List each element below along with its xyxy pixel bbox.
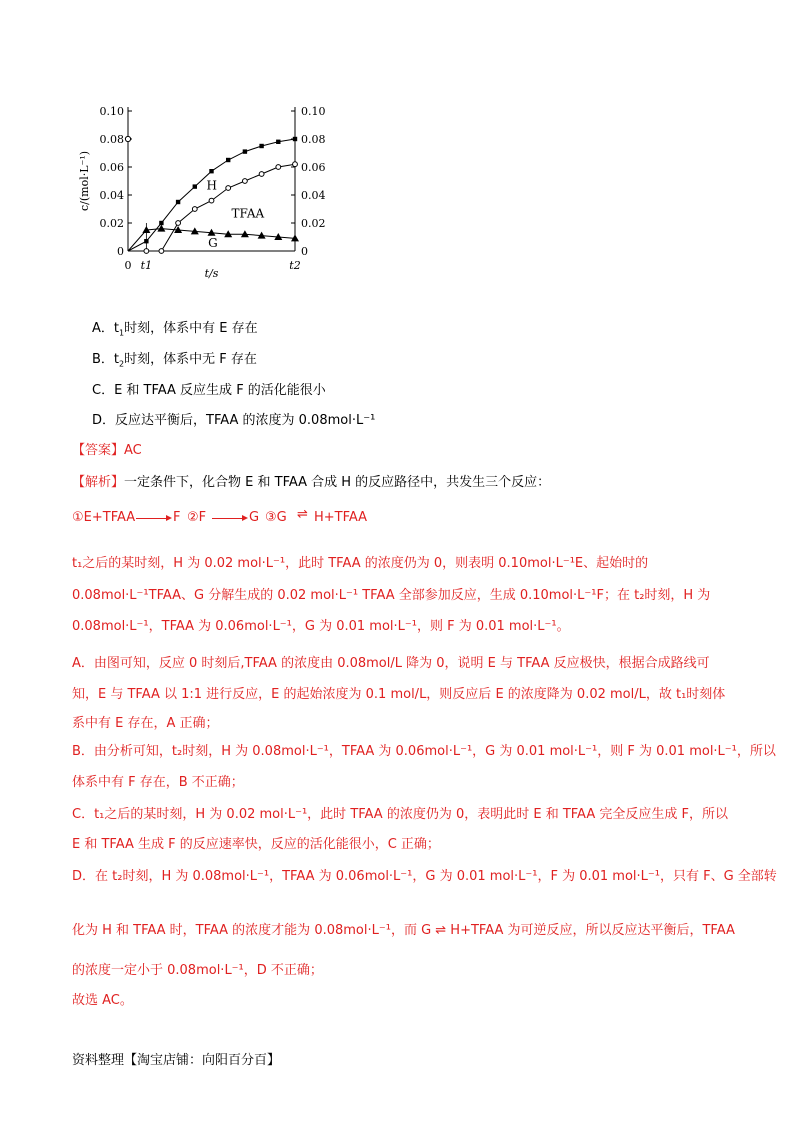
equilibrium-arrow-icon: ⇌ — [297, 507, 308, 522]
series-tfaa-point — [159, 249, 164, 254]
analysis-intro: 【解析】一定条件下，化合物 E 和 TFAA 合成 H 的反应路径中，共发生三个反应： — [72, 475, 551, 490]
analysis-line: 化为 H 和 TFAA 时，TFAA 的浓度才能为 0.08mol·L⁻¹，而 G ⇌ H+TFAA 为可逆反应，所以反应达平衡后，TFAA — [72, 923, 735, 938]
analysis-line: C．t₁之后的某时刻，H 为 0.02 mol·L⁻¹，此时 TFAA 的浓度仍为 0，表明此时 E 和 TFAA 完全反应生成 F，所以 — [72, 807, 728, 822]
reaction-2-arrow — [212, 518, 244, 519]
left-tick-label: 0.10 — [99, 105, 124, 118]
analysis-line: A．由图可知，反应 0 时刻后,TFAA 的浓度由 0.08mol/L 降为 0，说明 E 与 TFAA 反应极快，根据合成路线可 — [72, 656, 710, 671]
analysis-line: E 和 TFAA 生成 F 的反应速率快，反应的活化能很小，C 正确； — [72, 837, 440, 852]
reaction-1-arrow — [136, 518, 168, 519]
left-tick-label: 0 — [117, 245, 124, 258]
left-tick-label: 0.06 — [99, 161, 124, 174]
right-tick-label: 0.06 — [301, 161, 326, 174]
series-h-point — [193, 184, 197, 188]
series-h-point — [226, 158, 230, 162]
reaction-3-product: H+TFAA — [314, 510, 368, 525]
series-label-h: H — [206, 178, 217, 193]
reaction-2: ②F — [187, 510, 207, 525]
footer-text: 资料整理【淘宝店铺：向阳百分百】 — [72, 1053, 281, 1068]
x-tick-label: t1 — [140, 259, 153, 272]
series-e-point — [125, 136, 130, 141]
analysis-line: 知，E 与 TFAA 以 1:1 进行反应，E 的起始浓度为 0.1 mol/L，则反应后 E 的浓度降为 0.02 mol/L，故 t₁时刻体 — [72, 687, 726, 702]
series-tfaa-point — [176, 221, 181, 226]
right-tick-label: 0.04 — [301, 189, 326, 202]
analysis-line: 故选 AC。 — [72, 993, 133, 1008]
right-tick-label: 0.02 — [301, 217, 326, 230]
reaction-1: ①E+TFAA — [72, 510, 136, 525]
left-tick-label: 0.02 — [99, 217, 124, 230]
answer-line: 【答案】AC — [72, 443, 142, 458]
analysis-line: 系中有 E 存在，A 正确； — [72, 716, 219, 731]
right-tick-label: 0.10 — [301, 105, 326, 118]
reaction-2-arrowhead — [242, 515, 248, 521]
series-tfaa-point — [209, 198, 214, 203]
reaction-3: ③G — [265, 510, 287, 525]
reaction-1-product: F — [173, 510, 181, 525]
right-tick-label: 0.08 — [301, 133, 326, 146]
series-h-point — [276, 140, 280, 144]
series-h-point — [243, 149, 247, 153]
analysis-line: D．在 t₂时刻，H 为 0.08mol·L⁻¹，TFAA 为 0.06mol·L⁻¹，G 为 0.01 mol·L⁻¹，F 为 0.01 mol·L⁻¹，只有 F、G 全部转 — [72, 869, 777, 884]
option-c: C．E 和 TFAA 反应生成 F 的活化能很小 — [92, 383, 326, 398]
concentration-chart — [70, 95, 340, 285]
series-h-point — [259, 144, 263, 148]
series-tfaa-point — [243, 179, 248, 184]
x-tick-label: 0 — [124, 259, 132, 272]
series-tfaa-point — [293, 162, 298, 167]
series-tfaa-point — [259, 172, 264, 177]
reaction-1-arrowhead — [166, 515, 172, 521]
series-tfaa-point — [192, 207, 197, 212]
series-tfaa-point — [144, 249, 149, 254]
series-h-point — [159, 221, 163, 225]
series-h-point — [144, 239, 148, 243]
series-label-tfaa: TFAA — [231, 206, 265, 221]
analysis-line: 0.08mol·L⁻¹TFAA、G 分解生成的 0.02 mol·L⁻¹ TFAA 全部参加反应，生成 0.10mol·L⁻¹F；在 t₂时刻，H 为 — [72, 588, 711, 603]
analysis-line: t₁之后的某时刻，H 为 0.02 mol·L⁻¹，此时 TFAA 的浓度仍为 0，则表明 0.10mol·L⁻¹E、起始时的 — [72, 556, 649, 571]
left-tick-label: 0.08 — [99, 133, 124, 146]
option-a: A．$t_1$时刻，体系中有 E 存在 — [92, 321, 258, 338]
analysis-line: 体系中有 F 存在，B 不正确； — [72, 775, 244, 790]
option-d: D．反应达平衡后，TFAA 的浓度为 0.08mol·L⁻¹ — [92, 413, 376, 428]
analysis-line: B．由分析可知，t₂时刻，H 为 0.08mol·L⁻¹，TFAA 为 0.06mol·L⁻¹，G 为 0.01 mol·L⁻¹，则 F 为 0.01 mol·L⁻¹，所以 — [72, 744, 776, 759]
right-tick-label: 0 — [301, 245, 308, 258]
series-h-point — [176, 200, 180, 204]
reaction-2-product: G — [249, 510, 260, 525]
analysis-line: 的浓度一定小于 0.08mol·L⁻¹，D 不正确； — [72, 963, 323, 978]
series-h-point — [293, 137, 297, 141]
x-axis-label: t/s — [204, 267, 219, 280]
left-tick-label: 0.04 — [99, 189, 124, 202]
series-tfaa-point — [226, 186, 231, 191]
option-b: B．$t_2$时刻，体系中无 F 存在 — [92, 352, 257, 369]
x-tick-label: t2 — [289, 259, 301, 272]
series-h-point — [209, 169, 213, 173]
series-label-g: G — [208, 235, 218, 250]
analysis-line: 0.08mol·L⁻¹，TFAA 为 0.06mol·L⁻¹，G 为 0.01 mol·L⁻¹，则 F 为 0.01 mol·L⁻¹。 — [72, 619, 570, 634]
y-axis-label: c/(mol·L⁻¹) — [78, 150, 91, 212]
series-tfaa-point — [276, 165, 281, 170]
